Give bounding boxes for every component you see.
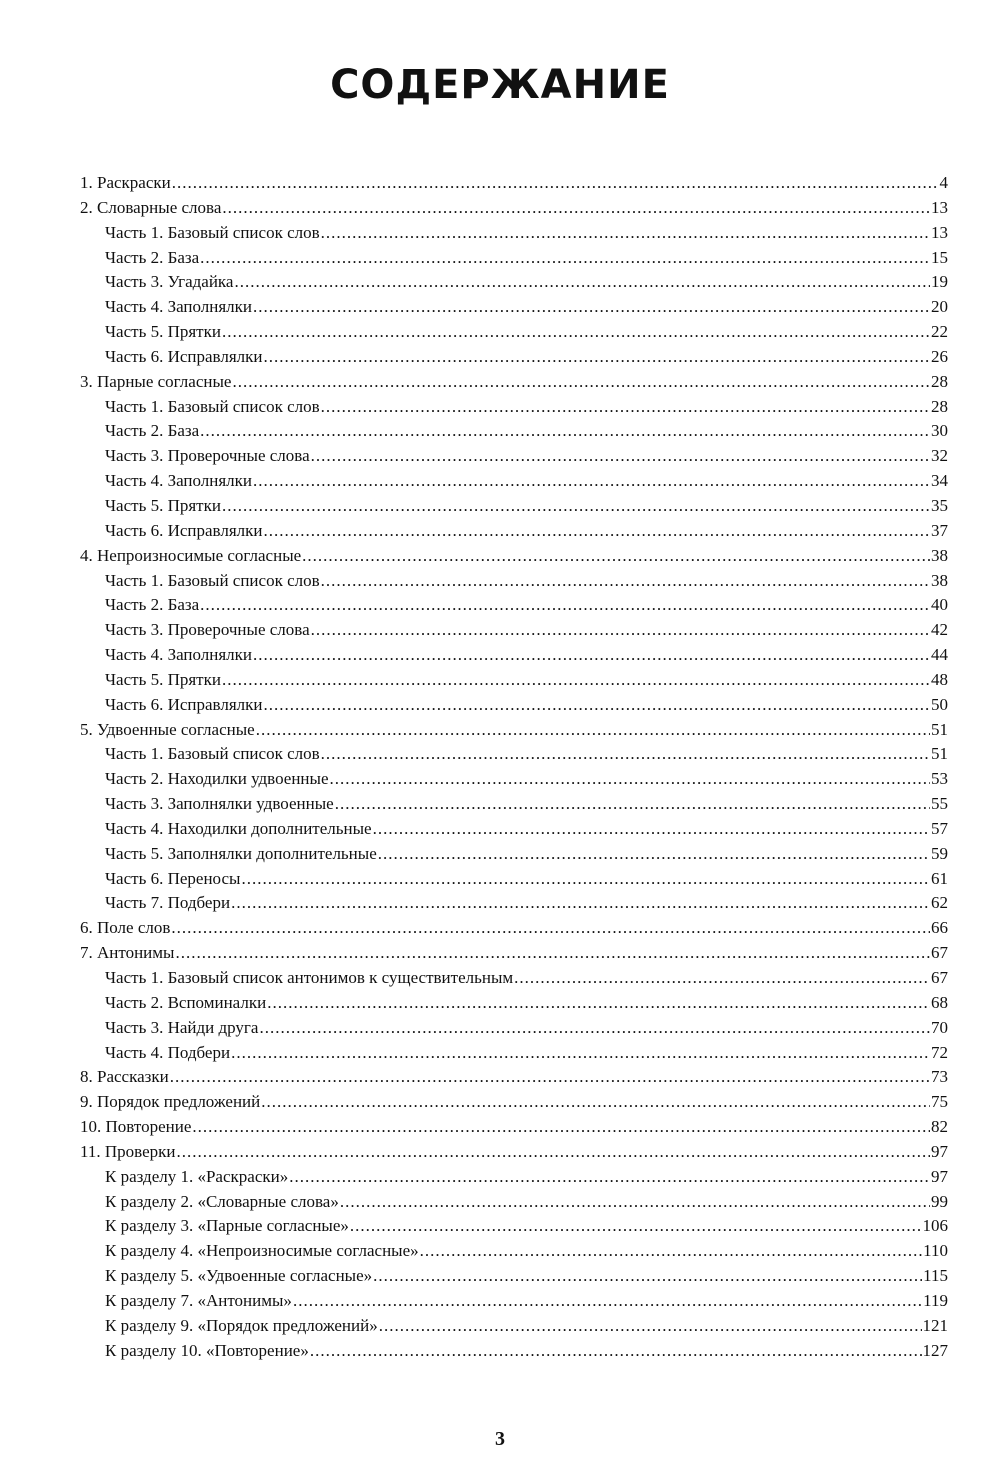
toc-entry-page: 40 bbox=[931, 595, 948, 615]
toc-subentry[interactable] bbox=[80, 1041, 948, 1066]
toc-entry-label: 11. Проверки bbox=[80, 1141, 176, 1161]
dot-leader bbox=[200, 246, 930, 270]
toc-entry-label: Часть 6. Переносы bbox=[105, 868, 241, 888]
toc-entry-label: Часть 2. Вспоминалки bbox=[105, 992, 267, 1012]
dot-leader bbox=[253, 643, 930, 667]
toc-entry-page: 19 bbox=[931, 272, 948, 292]
page-number: 3 bbox=[495, 1428, 505, 1450]
toc-entry[interactable] bbox=[80, 370, 948, 395]
toc-subentry[interactable] bbox=[80, 395, 948, 420]
toc-entry-page: 30 bbox=[931, 421, 948, 441]
toc-entry-label: К разделу 1. «Раскраски» bbox=[105, 1166, 289, 1186]
dot-leader bbox=[222, 320, 930, 344]
toc-entry-page: 15 bbox=[931, 247, 948, 267]
toc-entry-label: Часть 1. Базовый список антонимов к существительным bbox=[105, 968, 514, 987]
toc-entry-page: 106 bbox=[922, 1216, 948, 1236]
dot-leader bbox=[293, 1289, 922, 1313]
toc-entry-page: 99 bbox=[931, 1191, 948, 1211]
toc-entry-page: 37 bbox=[931, 520, 948, 540]
toc-entry-label: Часть 2. База bbox=[105, 595, 200, 615]
toc-entry-label: Часть 2. Находилки удвоенные bbox=[105, 769, 329, 789]
toc-entry[interactable] bbox=[80, 544, 948, 569]
toc-entry-label: К разделу 4. «Непроизносимые согласные» bbox=[105, 1241, 419, 1261]
dot-leader bbox=[261, 1090, 930, 1114]
toc-entry-page: 119 bbox=[923, 1290, 948, 1310]
toc-entry-label: К разделу 2. «Словарные слова» bbox=[105, 1191, 339, 1211]
toc-entry-page: 38 bbox=[931, 570, 948, 590]
toc-subentry[interactable] bbox=[80, 668, 948, 693]
toc-subentry[interactable] bbox=[80, 494, 948, 519]
toc-entry-label: Часть 5. Заполнялки дополнительные bbox=[105, 843, 377, 863]
toc-entry-label: Часть 6. Исправлялки bbox=[105, 520, 263, 540]
toc-subentry[interactable] bbox=[80, 320, 948, 345]
toc-entry-page: 68 bbox=[931, 992, 948, 1012]
toc-entry-page: 66 bbox=[931, 918, 948, 938]
dot-leader bbox=[241, 867, 930, 891]
toc-entry-label: Часть 5. Прятки bbox=[105, 495, 221, 515]
dot-leader bbox=[373, 1264, 922, 1288]
dot-leader bbox=[310, 1339, 922, 1363]
toc-entry-label: Часть 6. Исправлялки bbox=[105, 346, 263, 366]
dot-leader bbox=[192, 1115, 930, 1139]
toc-entry[interactable] bbox=[80, 1115, 948, 1140]
toc-entry-page: 82 bbox=[931, 1117, 948, 1137]
toc-subentry[interactable] bbox=[80, 891, 948, 916]
toc-entry-label: Часть 2. База bbox=[105, 421, 200, 441]
dot-leader bbox=[311, 444, 930, 468]
toc-subentry[interactable] bbox=[80, 966, 948, 991]
toc-entry-label: 5. Удвоенные согласные bbox=[80, 719, 255, 739]
toc-subentry[interactable] bbox=[80, 1190, 948, 1215]
toc-entry-label: Часть 5. Прятки bbox=[105, 322, 221, 342]
toc-subentry[interactable] bbox=[80, 1339, 948, 1364]
toc-subentry[interactable] bbox=[80, 569, 948, 594]
toc-subentry[interactable] bbox=[80, 444, 948, 469]
dot-leader bbox=[172, 171, 939, 195]
toc-entry-page: 44 bbox=[931, 645, 948, 665]
dot-leader bbox=[514, 966, 930, 990]
toc-subentry[interactable] bbox=[80, 693, 948, 718]
dot-leader bbox=[222, 196, 930, 220]
toc-entry-label: Часть 7. Подбери bbox=[105, 893, 231, 913]
dot-leader bbox=[171, 916, 930, 940]
toc-entry-page: 97 bbox=[931, 1166, 948, 1186]
toc-entry-page: 59 bbox=[931, 843, 948, 863]
dot-leader bbox=[253, 469, 930, 493]
toc-subentry[interactable] bbox=[80, 1239, 948, 1264]
toc-subentry[interactable] bbox=[80, 270, 948, 295]
dot-leader bbox=[253, 295, 930, 319]
toc-entry-page: 42 bbox=[931, 620, 948, 640]
dot-leader bbox=[200, 419, 930, 443]
dot-leader bbox=[222, 494, 930, 518]
dot-leader bbox=[321, 221, 930, 245]
toc-entry-label: 8. Рассказки bbox=[80, 1067, 169, 1087]
toc-entry-page: 22 bbox=[931, 322, 948, 342]
dot-leader bbox=[259, 1016, 930, 1040]
toc-subentry[interactable] bbox=[80, 842, 948, 867]
toc-entry-label: Часть 6. Исправлялки bbox=[105, 694, 263, 714]
toc-subentry[interactable] bbox=[80, 1016, 948, 1041]
toc-subentry[interactable] bbox=[80, 1214, 948, 1239]
dot-leader bbox=[311, 618, 930, 642]
toc-entry-page: 53 bbox=[931, 769, 948, 789]
dot-leader bbox=[379, 1314, 922, 1338]
toc-subentry[interactable] bbox=[80, 991, 948, 1016]
toc-entry-page: 75 bbox=[931, 1092, 948, 1112]
toc-entry[interactable] bbox=[80, 1065, 948, 1090]
toc-entry-page: 4 bbox=[939, 173, 948, 192]
toc-subentry[interactable] bbox=[80, 469, 948, 494]
toc-entry-page: 48 bbox=[931, 669, 948, 689]
toc-entry-page: 51 bbox=[931, 719, 948, 739]
toc-entry[interactable] bbox=[80, 916, 948, 941]
toc-subentry[interactable] bbox=[80, 1165, 948, 1190]
dot-leader bbox=[256, 718, 930, 742]
dot-leader bbox=[321, 569, 930, 593]
toc-entry-label: К разделу 3. «Парные согласные» bbox=[105, 1216, 349, 1236]
toc-entry[interactable] bbox=[80, 941, 948, 966]
toc-entry-label: К разделу 7. «Антонимы» bbox=[105, 1290, 292, 1310]
dot-leader bbox=[335, 792, 930, 816]
toc-entry[interactable] bbox=[80, 718, 948, 743]
toc-entry-page: 32 bbox=[931, 446, 948, 466]
toc-entry-label: Часть 1. Базовый список слов bbox=[105, 222, 320, 242]
toc-entry-page: 121 bbox=[922, 1315, 948, 1335]
toc-entry-page: 13 bbox=[931, 197, 948, 217]
toc-entry-label: К разделу 10. «Повторение» bbox=[105, 1340, 309, 1360]
toc-entry-page: 67 bbox=[931, 968, 948, 987]
dot-leader bbox=[176, 1140, 930, 1164]
toc-entry[interactable] bbox=[80, 1090, 948, 1115]
toc-subentry[interactable] bbox=[80, 221, 948, 246]
dot-leader bbox=[330, 767, 931, 791]
toc-entry-label: 4. Непроизносимые согласные bbox=[80, 545, 302, 565]
toc-entry-page: 28 bbox=[931, 396, 948, 416]
dot-leader bbox=[232, 370, 930, 394]
toc-subentry[interactable] bbox=[80, 246, 948, 271]
dot-leader bbox=[302, 544, 930, 568]
toc-entry-label: Часть 3. Проверочные слова bbox=[105, 446, 310, 466]
toc-entry-page: 97 bbox=[931, 1141, 948, 1161]
toc-entry-page: 50 bbox=[931, 694, 948, 714]
toc-entry-page: 70 bbox=[931, 1017, 948, 1037]
dot-leader bbox=[378, 842, 930, 866]
toc-subentry[interactable] bbox=[80, 1264, 948, 1289]
dot-leader bbox=[373, 817, 930, 841]
toc-entry-label: Часть 3. Проверочные слова bbox=[105, 620, 310, 640]
toc-entry-label: Часть 4. Заполнялки bbox=[105, 297, 253, 317]
toc-entry-page: 34 bbox=[931, 471, 948, 491]
toc-entry-label: 7. Антонимы bbox=[80, 943, 175, 963]
toc-subentry[interactable] bbox=[80, 867, 948, 892]
toc-entry-page: 38 bbox=[931, 545, 948, 565]
toc-subentry[interactable] bbox=[80, 742, 948, 767]
dot-leader bbox=[263, 519, 930, 543]
toc-entry-label: К разделу 5. «Удвоенные согласные» bbox=[105, 1266, 373, 1286]
toc-entry-label: Часть 4. Заполнялки bbox=[105, 471, 253, 491]
dot-leader bbox=[170, 1065, 930, 1089]
toc-entry-page: 51 bbox=[931, 744, 948, 764]
dot-leader bbox=[289, 1165, 930, 1189]
toc-entry-page: 13 bbox=[931, 222, 948, 242]
toc-entry-label: Часть 2. База bbox=[105, 247, 200, 267]
toc-entry-page: 35 bbox=[931, 495, 948, 515]
toc-entry-page: 67 bbox=[931, 943, 948, 963]
toc-entry-page: 72 bbox=[931, 1042, 948, 1062]
toc-entry-label: Часть 3. Заполнялки удвоенные bbox=[105, 794, 334, 814]
toc-entry-page: 110 bbox=[923, 1241, 948, 1261]
toc-subentry[interactable] bbox=[80, 1314, 948, 1339]
toc-entry-label: Часть 3. Найди друга bbox=[105, 1017, 259, 1037]
toc-entry-label: Часть 3. Угадайка bbox=[105, 272, 234, 292]
dot-leader bbox=[321, 742, 930, 766]
toc-subentry[interactable] bbox=[80, 618, 948, 643]
toc-entry-label: 2. Словарные слова bbox=[80, 197, 222, 217]
toc-entry-page: 115 bbox=[923, 1266, 948, 1286]
toc-entry-label: Часть 4. Заполнялки bbox=[105, 645, 253, 665]
toc-subentry[interactable] bbox=[80, 643, 948, 668]
toc-subentry[interactable] bbox=[80, 767, 948, 792]
toc-entry-label: 1. Раскраски bbox=[80, 173, 171, 192]
toc-entry-label: Часть 5. Прятки bbox=[105, 669, 221, 689]
toc-subentry[interactable] bbox=[80, 817, 948, 842]
toc-entry-page: 127 bbox=[922, 1340, 948, 1360]
toc-entry-label: Часть 4. Находилки дополнительные bbox=[105, 818, 372, 838]
dot-leader bbox=[234, 270, 930, 294]
toc-entry-page: 20 bbox=[931, 297, 948, 317]
toc-entry-label: Часть 1. Базовый список слов bbox=[105, 570, 320, 590]
toc-entry-label: Часть 1. Базовый список слов bbox=[105, 744, 320, 764]
toc-subentry[interactable] bbox=[80, 1289, 948, 1314]
page-title: СОДЕРЖАНИЕ bbox=[330, 62, 670, 108]
dot-leader bbox=[321, 395, 930, 419]
toc-entry-label: 3. Парные согласные bbox=[80, 371, 232, 391]
toc-entry-page: 62 bbox=[931, 893, 948, 913]
toc-subentry[interactable] bbox=[80, 519, 948, 544]
toc-subentry[interactable] bbox=[80, 295, 948, 320]
dot-leader bbox=[175, 941, 930, 965]
toc-entry-page: 73 bbox=[931, 1067, 948, 1087]
toc-entry-label: 9. Порядок предложений bbox=[80, 1092, 261, 1112]
toc-entry-page: 28 bbox=[931, 371, 948, 391]
toc-subentry[interactable] bbox=[80, 792, 948, 817]
toc-subentry[interactable] bbox=[80, 345, 948, 370]
toc-subentry[interactable] bbox=[80, 419, 948, 444]
toc-entry[interactable] bbox=[80, 1140, 948, 1165]
toc-entry-page: 26 bbox=[931, 346, 948, 366]
dot-leader bbox=[200, 593, 930, 617]
dot-leader bbox=[420, 1239, 922, 1263]
toc-entry-label: 10. Повторение bbox=[80, 1117, 192, 1137]
dot-leader bbox=[231, 891, 930, 915]
dot-leader bbox=[350, 1214, 922, 1238]
dot-leader bbox=[340, 1190, 930, 1214]
toc-entry-label: Часть 1. Базовый список слов bbox=[105, 396, 320, 416]
dot-leader bbox=[222, 668, 930, 692]
dot-leader bbox=[263, 693, 930, 717]
toc-entry-label: Часть 4. Подбери bbox=[105, 1042, 231, 1062]
toc-entry-label: К разделу 9. «Порядок предложений» bbox=[105, 1315, 378, 1335]
toc-entry-page: 61 bbox=[931, 868, 948, 888]
dot-leader bbox=[231, 1041, 930, 1065]
dot-leader bbox=[267, 991, 930, 1015]
table-of-contents bbox=[80, 171, 948, 1364]
toc-entry-label: 6. Поле слов bbox=[80, 918, 171, 938]
toc-entry-page: 57 bbox=[931, 818, 948, 838]
dot-leader bbox=[263, 345, 930, 369]
toc-entry[interactable] bbox=[80, 171, 948, 196]
toc-entry[interactable] bbox=[80, 196, 948, 221]
toc-subentry[interactable] bbox=[80, 593, 948, 618]
toc-entry-page: 55 bbox=[931, 794, 948, 814]
